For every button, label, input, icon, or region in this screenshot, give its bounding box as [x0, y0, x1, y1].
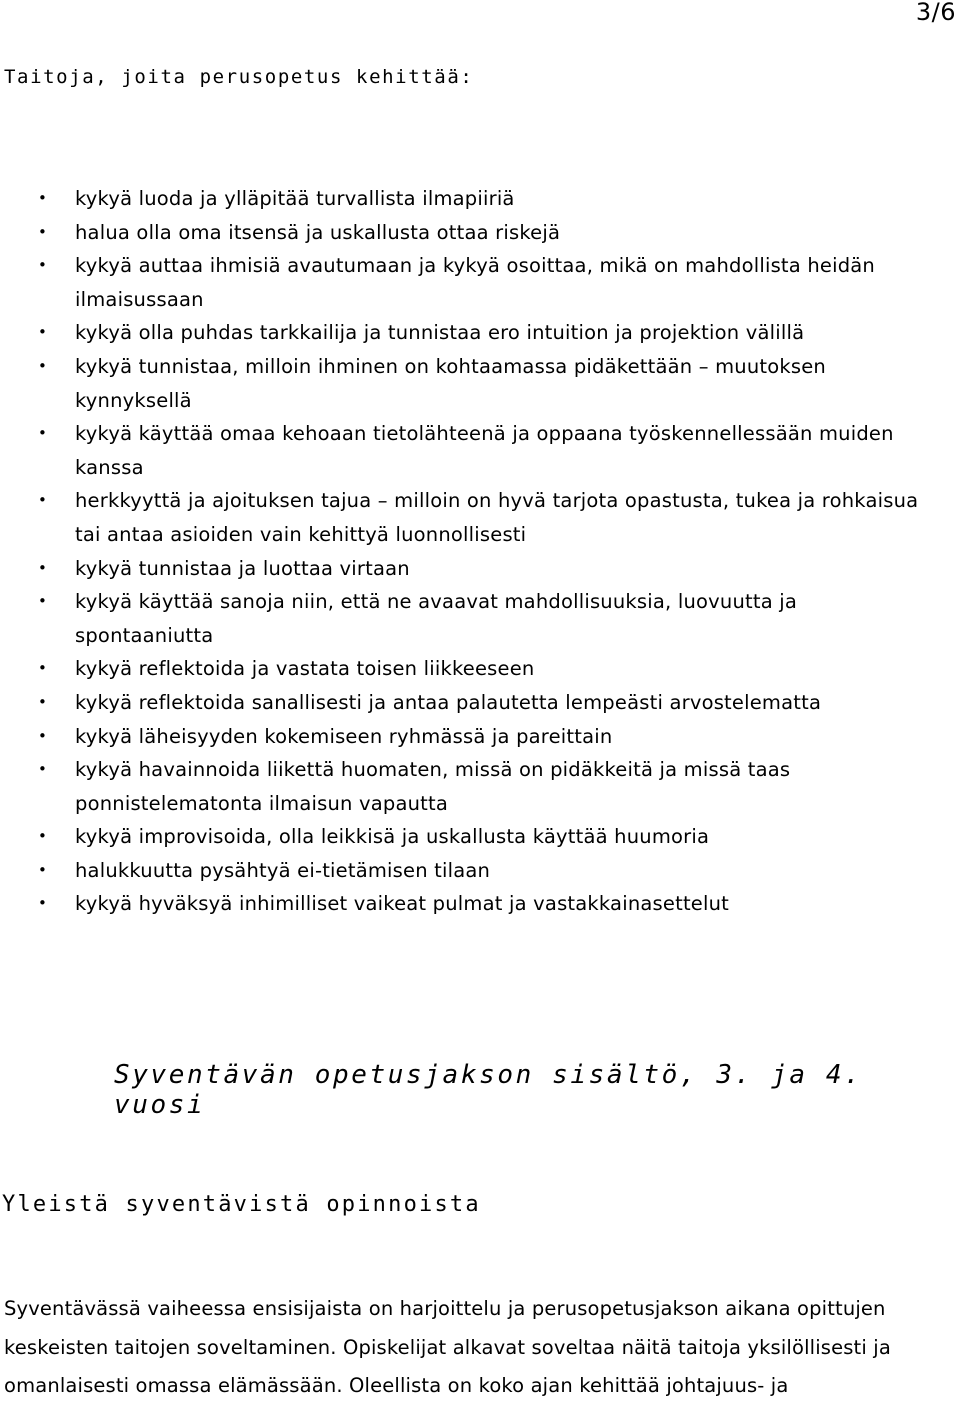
- bullet-icon: •: [38, 189, 48, 207]
- list-item: [0, 585, 940, 652]
- course-heading: Syventävän opetusjakson sisältö, 3. ja 4. vuosi: [114, 1060, 863, 1120]
- bullet-icon: •: [38, 827, 48, 846]
- list-item: [0, 686, 940, 720]
- list-item-text: kykyä improvisoida, olla leikkisä ja uskallusta käyttää huumoria: [75, 825, 710, 849]
- list-item: [0, 720, 940, 754]
- bullet-icon: •: [38, 726, 48, 745]
- list-item-text: kykyä käyttää sanoja niin, että ne avaavat mahdollisuuksia, luovuutta ja spontaaniutta: [75, 590, 798, 647]
- bullet-icon: •: [38, 424, 48, 443]
- list-item: [0, 887, 940, 921]
- bullet-icon: •: [38, 491, 48, 510]
- bullet-icon: •: [38, 558, 48, 577]
- sub-heading: Yleistä syventävistä opinnoista: [2, 1192, 481, 1217]
- list-item-text: kykyä hyväksyä inhimilliset vaikeat pulmat ja vastakkainasettelut: [75, 892, 730, 916]
- body-paragraph: Syventävässä vaiheessa ensisijaista on harjoittelu ja perusopetusjakson aikana opittujen keskeisten taitojen soveltaminen. Opiskelijat alkavat soveltaa näitä taitoja yksilöllisesti ja omanlaisesti omassa elämässään. Oleellista on koko ajan kehittää johtajuus- ja: [4, 1297, 891, 1397]
- list-item: [0, 417, 940, 484]
- bullet-icon: •: [38, 256, 48, 275]
- list-item-text: kykyä reflektoida sanallisesti ja antaa palautetta lempeästi arvostelematta: [75, 690, 822, 714]
- list-item: [0, 484, 940, 551]
- list-item-text: kykyä tunnistaa ja luottaa virtaan: [75, 556, 410, 580]
- list-item: [0, 316, 940, 350]
- bullet-icon: •: [38, 760, 48, 779]
- bullet-icon: •: [38, 356, 48, 375]
- list-item: [0, 652, 940, 686]
- list-item-text: kykyä tunnistaa, milloin ihminen on kohtaamassa pidäkettään – muutoksen kynnyksellä: [75, 354, 826, 412]
- list-item: [0, 820, 940, 854]
- bullet-icon: •: [38, 659, 48, 678]
- bullet-icon: •: [38, 592, 48, 611]
- list-item-text: kykyä reflektoida ja vastata toisen liikkeeseen: [75, 657, 535, 681]
- list-item-text: halukkuutta pysähtyä ei-tietämisen tilaan: [75, 858, 491, 882]
- bullet-icon: •: [38, 692, 48, 711]
- bullet-icon: •: [38, 894, 48, 913]
- bullet-icon: •: [38, 323, 48, 342]
- list-item-text: kykyä auttaa ihmisiä avautumaan ja kykyä osoittaa, mikä on mahdollista heidän ilmaisussaan: [75, 254, 875, 311]
- section-title: Taitoja, joita perusopetus kehittää:: [4, 66, 474, 88]
- list-item-text: kykyä läheisyyden kokemiseen ryhmässä ja pareittain: [75, 724, 613, 748]
- list-item: [0, 249, 940, 316]
- list-item-text: herkkyyttä ja ajoituksen tajua – milloin on hyvä tarjota opastusta, tukea ja rohkaisua tai antaa asioiden vain kehittyä luonnollisesti: [75, 489, 919, 546]
- list-item-text: halua olla oma itsensä ja uskallusta ottaa riskejä: [75, 220, 561, 244]
- list-item-text: kykyä käyttää omaa kehoaan tietolähteenä ja oppaana työskennellessään muiden kanssa: [75, 422, 894, 479]
- page-number: 3/6: [915, 0, 956, 26]
- list-item: [0, 182, 940, 216]
- list-item: [0, 552, 940, 586]
- skills-list: [0, 182, 940, 921]
- list-item: [0, 753, 940, 820]
- list-item-text: kykyä havainnoida liikettä huomaten, missä on pidäkkeitä ja missä taas ponnistelematonta ilmaisun vapautta: [75, 758, 791, 815]
- list-item: [0, 854, 940, 888]
- bullet-icon: •: [38, 860, 48, 879]
- list-item-text: kykyä olla puhdas tarkkailija ja tunnistaa ero intuition ja projektion välillä: [75, 321, 805, 345]
- list-item: [0, 350, 940, 417]
- list-item-text: kykyä luoda ja ylläpitää turvallista ilmapiiriä: [75, 187, 515, 210]
- list-item: [0, 216, 940, 250]
- bullet-icon: •: [38, 222, 48, 241]
